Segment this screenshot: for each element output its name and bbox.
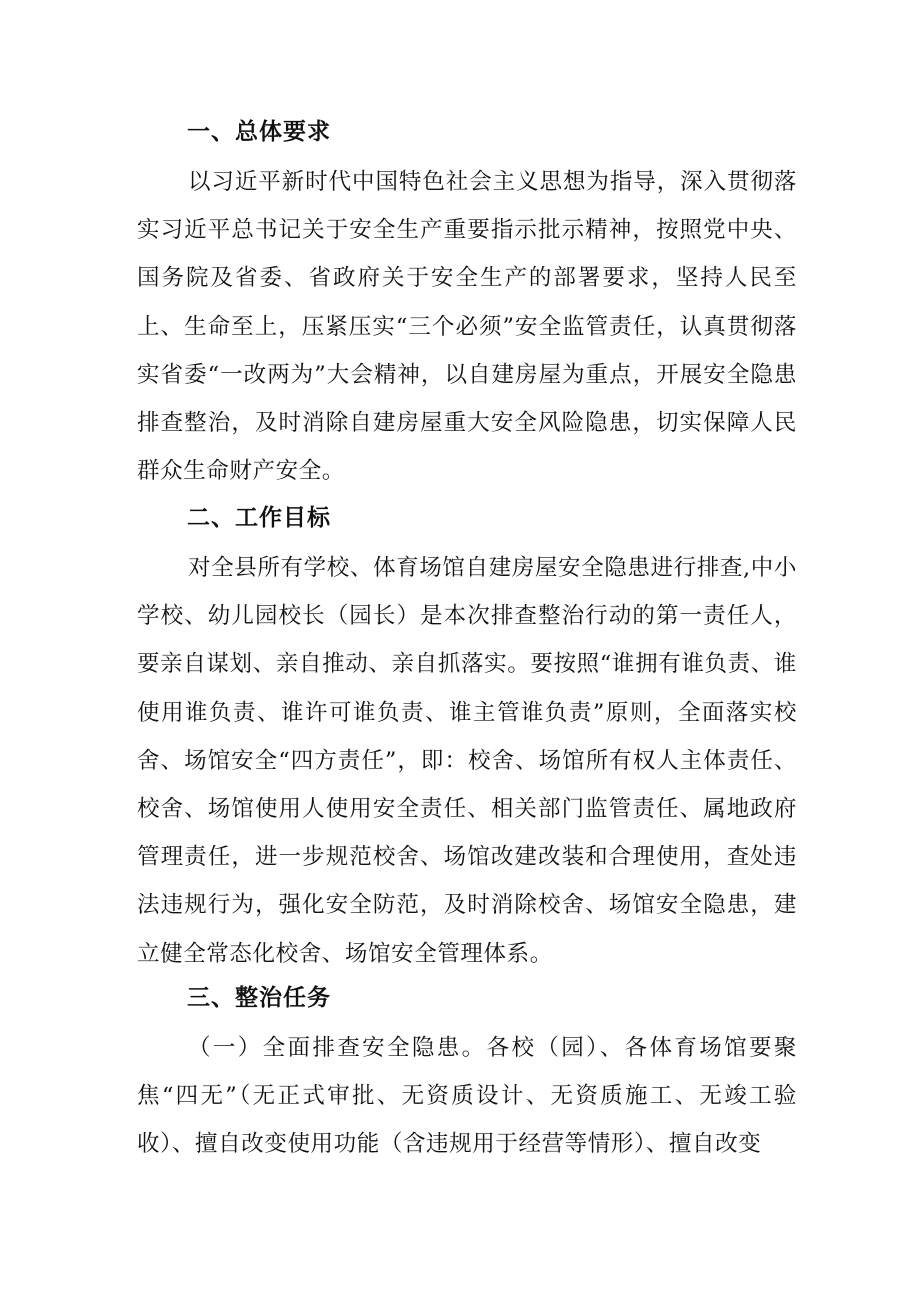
- paragraph-overall-requirements: 以习近平新时代中国特色社会主义思想为指导，深入贯彻落实习近平总书记关于安全生产重要指示批示精神，按照党中央、国务院及省委、省政府关于安全生产的部署要求，坚持人民至上、生命至上，压紧压实“三个必须”安全监管责任，认真贯彻落实省委“一改两为”大会精神，以自建房屋为重点，开展安全隐患排查整治，及时消除自建房屋重大安全风险隐患，切实保障人民群众生命财产安全。: [137, 169, 797, 485]
- section-heading-rectification-tasks: 三、整治任务: [187, 985, 331, 1011]
- paragraph-work-goals: 对全县所有学校、体育场馆自建房屋安全隐患进行排查,中小学校、幼儿园校长（园长）是本次排查整治行动的第一责任人，要亲自谋划、亲自推动、亲自抓落实。要按照“谁拥有谁负责、谁使用谁负责、谁许可谁负责、谁主管谁负责”原则，全面落实校舍、场馆安全“四方责任”，即：校舍、场馆所有权人主体责任、校舍、场馆使用人使用安全责任、相关部门监管责任、属地政府管理责任，进一步规范校舍、场馆改建改装和合理使用，查处违法违规行为，强化安全防范，及时消除校舍、场馆安全隐患，建立健全常态化校舍、场馆安全管理体系。: [137, 555, 797, 967]
- section-heading-overall-requirements: 一、总体要求: [187, 119, 331, 145]
- section-heading-work-goals: 二、工作目标: [187, 505, 331, 531]
- paragraph-rectification-tasks: （一）全面排查安全隐患。各校（园）、各体育场馆要聚焦“四无”（无正式审批、无资质设计、无资质施工、无竣工验收）、擅自改变使用功能（含违规用于经营等情形）、擅自改变: [137, 1035, 797, 1158]
